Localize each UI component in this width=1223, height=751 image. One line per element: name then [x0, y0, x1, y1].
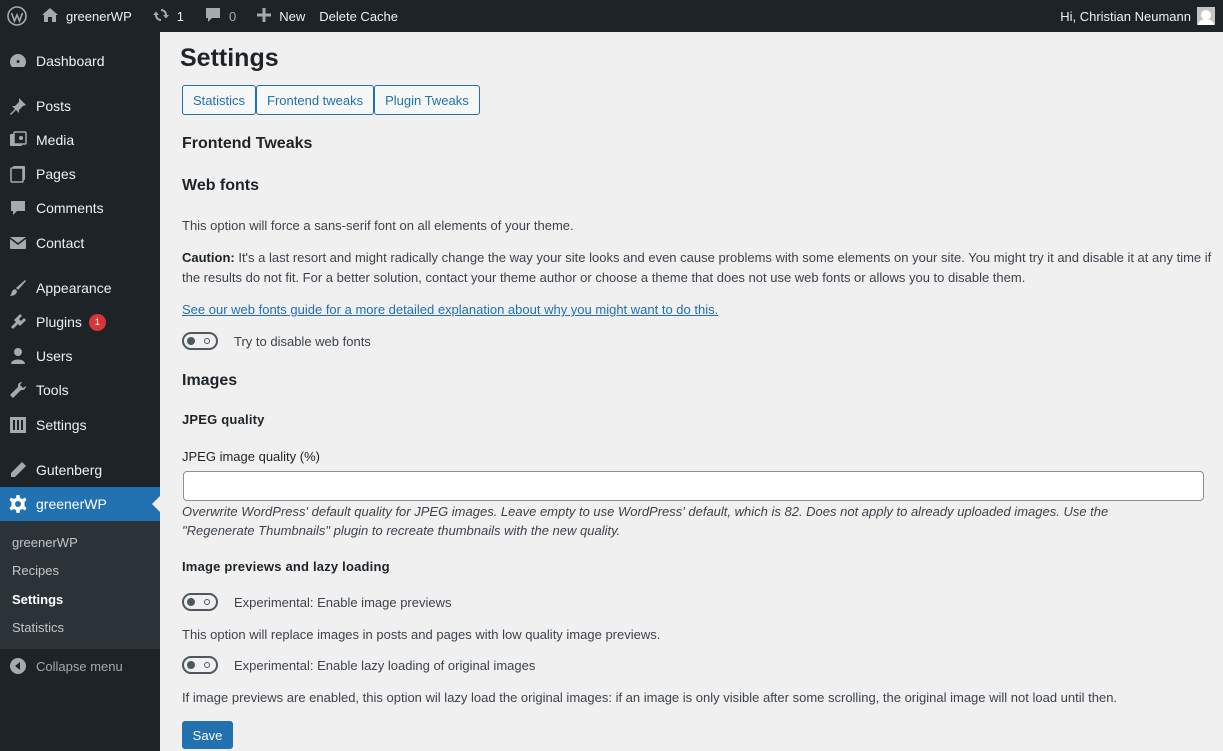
wrench-icon [0, 380, 36, 400]
delete-cache-label: Delete Cache [319, 8, 399, 24]
sidebar-item-posts[interactable] [0, 89, 160, 123]
refresh-icon [152, 6, 170, 27]
delete-cache-link[interactable] [312, 0, 405, 32]
sidebar-item-label: Contact [36, 235, 85, 251]
sidebar-item-pages[interactable] [0, 157, 160, 191]
new-content-link[interactable] [249, 0, 312, 32]
caution-label: Caution: [182, 250, 235, 265]
tab-statistics[interactable]: Statistics [182, 85, 256, 115]
sidebar-item-plugins[interactable] [0, 305, 160, 339]
sidebar-item-dashboard[interactable] [0, 44, 160, 78]
settings-tabs [182, 85, 480, 115]
site-name: greenerWP [66, 8, 132, 24]
webfonts-intro: This option will force a sans-serif font on all elements of your theme. [182, 218, 574, 233]
jpeg-quality-heading: JPEG quality [182, 412, 265, 427]
account-menu[interactable] [1053, 0, 1223, 32]
sidebar-item-users[interactable] [0, 339, 160, 373]
webfonts-guide-link[interactable]: See our web fonts guide for a more detailed explanation about why you might want to do this. [182, 302, 719, 317]
sidebar-item-label: Dashboard [36, 53, 105, 69]
collapse-menu-label: Collapse menu [36, 658, 123, 674]
sidebar-item-contact[interactable] [0, 226, 160, 260]
media-icon [0, 130, 36, 150]
tab-plugin-tweaks[interactable]: Plugin Tweaks [374, 85, 480, 115]
previews-toggle-row [182, 593, 452, 611]
site-name-link[interactable] [34, 0, 139, 32]
plus-icon [256, 7, 272, 26]
plugins-update-badge: 1 [89, 314, 106, 331]
lazy-loading-toggle[interactable] [182, 656, 218, 674]
admin-bar [0, 0, 1223, 32]
jpeg-quality-input[interactable] [183, 471, 1204, 501]
sidebar-item-label: Appearance [36, 280, 112, 296]
previews-heading: Image previews and lazy loading [182, 559, 390, 574]
sidebar-item-label: Media [36, 132, 75, 148]
pencil-icon [0, 460, 36, 480]
sidebar-item-greenerwp[interactable] [0, 487, 160, 521]
save-button[interactable]: Save [182, 721, 233, 749]
webfonts-toggle-row [182, 332, 371, 350]
collapse-menu-button[interactable] [0, 654, 160, 678]
tab-frontend-tweaks[interactable]: Frontend tweaks [256, 85, 374, 115]
wordpress-logo-icon[interactable] [0, 0, 34, 32]
jpeg-quality-help: Overwrite WordPress' default quality for JPEG images. Leave empty to use WordPress' default, which is 82. Does not apply to already uploaded images. Use the "Regenerate Thumbnails" plugin to recreate thumbnails with the new quality. [182, 504, 1109, 538]
lazy-loading-label: Experimental: Enable lazy loading of original images [234, 657, 536, 673]
image-previews-toggle[interactable] [182, 593, 218, 611]
updates-link[interactable] [145, 0, 191, 32]
pages-icon [0, 164, 36, 184]
lazy-description: If image previews are enabled, this option wil lazy load the original images: if an image is only visible after some scrolling, the original image will not load until then. [182, 690, 1118, 705]
sidebar-item-label: greenerWP [36, 496, 107, 512]
disable-webfonts-label: Try to disable web fonts [234, 333, 371, 349]
user-icon [0, 346, 36, 366]
pin-icon [0, 96, 36, 116]
sidebar-item-appearance[interactable] [0, 271, 160, 305]
submenu-item-recipes[interactable]: Recipes [12, 563, 59, 578]
new-label: New [279, 8, 306, 24]
sidebar-item-label: Posts [36, 98, 72, 114]
updates-count: 1 [176, 8, 184, 24]
main-content [160, 32, 1223, 751]
avatar [1197, 7, 1215, 25]
sidebar-item-label: Tools [36, 382, 69, 398]
previews-description: This option will replace images in posts and pages with low quality image previews. [182, 627, 661, 642]
disable-webfonts-toggle[interactable] [182, 332, 218, 350]
sliders-icon [0, 415, 36, 435]
submenu-item-statistics[interactable]: Statistics [12, 620, 65, 635]
submenu-item-greenerwp[interactable]: greenerWP [12, 535, 78, 550]
webfonts-caution [182, 248, 1212, 288]
sidebar-item-tools[interactable] [0, 373, 160, 407]
admin-sidebar [0, 32, 160, 751]
page-title: Settings [180, 44, 279, 72]
sidebar-item-label: Users [36, 348, 73, 364]
comment-icon [0, 198, 36, 218]
sidebar-item-media[interactable] [0, 123, 160, 157]
sidebar-item-settings[interactable] [0, 408, 160, 442]
brush-icon [0, 278, 36, 298]
gear-icon [0, 494, 36, 514]
plugin-icon [0, 312, 36, 332]
sidebar-item-label: Pages [36, 166, 76, 182]
image-previews-label: Experimental: Enable image previews [234, 594, 452, 610]
section-title: Frontend Tweaks [182, 135, 313, 152]
comments-count: 0 [228, 8, 237, 24]
collapse-arrow-icon [0, 657, 36, 675]
images-heading: Images [182, 372, 238, 389]
comments-link[interactable] [197, 0, 243, 32]
submenu-item-settings[interactable]: Settings [12, 592, 64, 607]
sidebar-item-label: Comments [36, 200, 104, 216]
home-icon [41, 7, 59, 26]
dashboard-icon [0, 51, 36, 71]
greeting: Hi, Christian Neumann [1060, 8, 1191, 24]
greenerwp-submenu [0, 521, 160, 649]
sidebar-item-comments[interactable] [0, 191, 160, 225]
mail-icon [0, 233, 36, 253]
webfonts-heading: Web fonts [182, 177, 260, 194]
jpeg-quality-label: JPEG image quality (%) [182, 449, 320, 464]
sidebar-item-label: Plugins [36, 314, 82, 330]
sidebar-item-gutenberg[interactable] [0, 453, 160, 487]
lazy-toggle-row [182, 656, 535, 674]
caution-text: It's a last resort and might radically change the way your site looks and even cause problems with some elements on your site. You might try it and disable it at any time if the results do not fit. For a better solution, contact your theme author or choose a theme that does not use web fonts or allows you to disable them. [182, 250, 1212, 285]
comment-bubble-icon [204, 6, 222, 26]
sidebar-item-label: Settings [36, 417, 87, 433]
sidebar-item-label: Gutenberg [36, 462, 103, 478]
